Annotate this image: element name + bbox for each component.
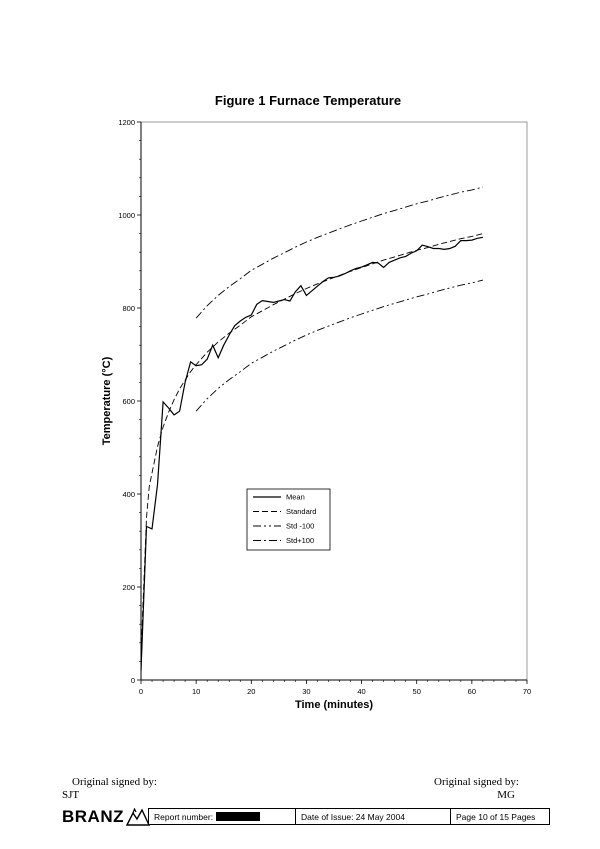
- y-tick-label-1: 200: [122, 583, 135, 592]
- chart-title: Figure 1 Furnace Temperature: [214, 93, 402, 108]
- plot-area: [141, 122, 527, 680]
- axis-ticks: [137, 122, 527, 684]
- y-tick-label-6: 1200: [118, 118, 135, 127]
- report-number-cell: [149, 809, 296, 825]
- signature-right-caption: Original signed by:: [434, 776, 519, 788]
- series-line-mean: [141, 237, 483, 670]
- y-tick-label-2: 400: [122, 490, 135, 499]
- x-tick-label-5: 50: [412, 687, 421, 696]
- redaction-bar: [216, 812, 260, 821]
- house-outline-icon: [126, 808, 150, 826]
- y-tick-label-3: 600: [122, 397, 135, 406]
- legend: [247, 489, 330, 550]
- x-tick-label-4: 40: [357, 687, 366, 696]
- legend-label-std-100: Std -100: [286, 521, 315, 531]
- signature-block-right: [434, 776, 519, 802]
- x-tick-label-2: 20: [247, 687, 256, 696]
- branz-logo: [62, 806, 150, 828]
- report-number-label: Report number:: [154, 811, 214, 822]
- x-tick-label-3: 30: [302, 687, 311, 696]
- y-tick-label-5: 1000: [118, 211, 135, 220]
- signature-right-initials: MG: [497, 789, 515, 801]
- x-tick-label-1: 10: [191, 687, 201, 696]
- report-footer: [62, 806, 552, 828]
- signature-left-initials: SJT: [62, 789, 80, 801]
- y-tick-label-4: 800: [122, 304, 135, 313]
- series-line-standard: [141, 234, 483, 671]
- legend-label-standard: Standard: [286, 507, 317, 516]
- y-tick-label-0: 0: [130, 676, 135, 685]
- series-line-std-100: [196, 187, 483, 318]
- x-tick-label-6: 60: [467, 687, 477, 696]
- x-tick-label-7: 70: [522, 687, 532, 696]
- signature-left-caption: Original signed by:: [72, 776, 157, 788]
- y-axis-label: Temperature (°C): [101, 356, 113, 446]
- series-line-std-100: [196, 280, 483, 411]
- page-number: Page 10 of 15 Pages: [451, 809, 550, 825]
- signature-block-left: [62, 776, 157, 802]
- series-layer: [141, 187, 483, 671]
- x-tick-label-0: 0: [138, 687, 144, 696]
- date-of-issue: Date of Issue: 24 May 2004: [296, 809, 451, 825]
- logo-wordmark: BRANZ: [62, 807, 124, 826]
- footer-info-table: [148, 808, 550, 825]
- legend-label-mean: Mean: [286, 492, 305, 502]
- x-axis-label: Time (minutes): [294, 699, 374, 711]
- legend-label-std-100: Std+100: [286, 536, 315, 545]
